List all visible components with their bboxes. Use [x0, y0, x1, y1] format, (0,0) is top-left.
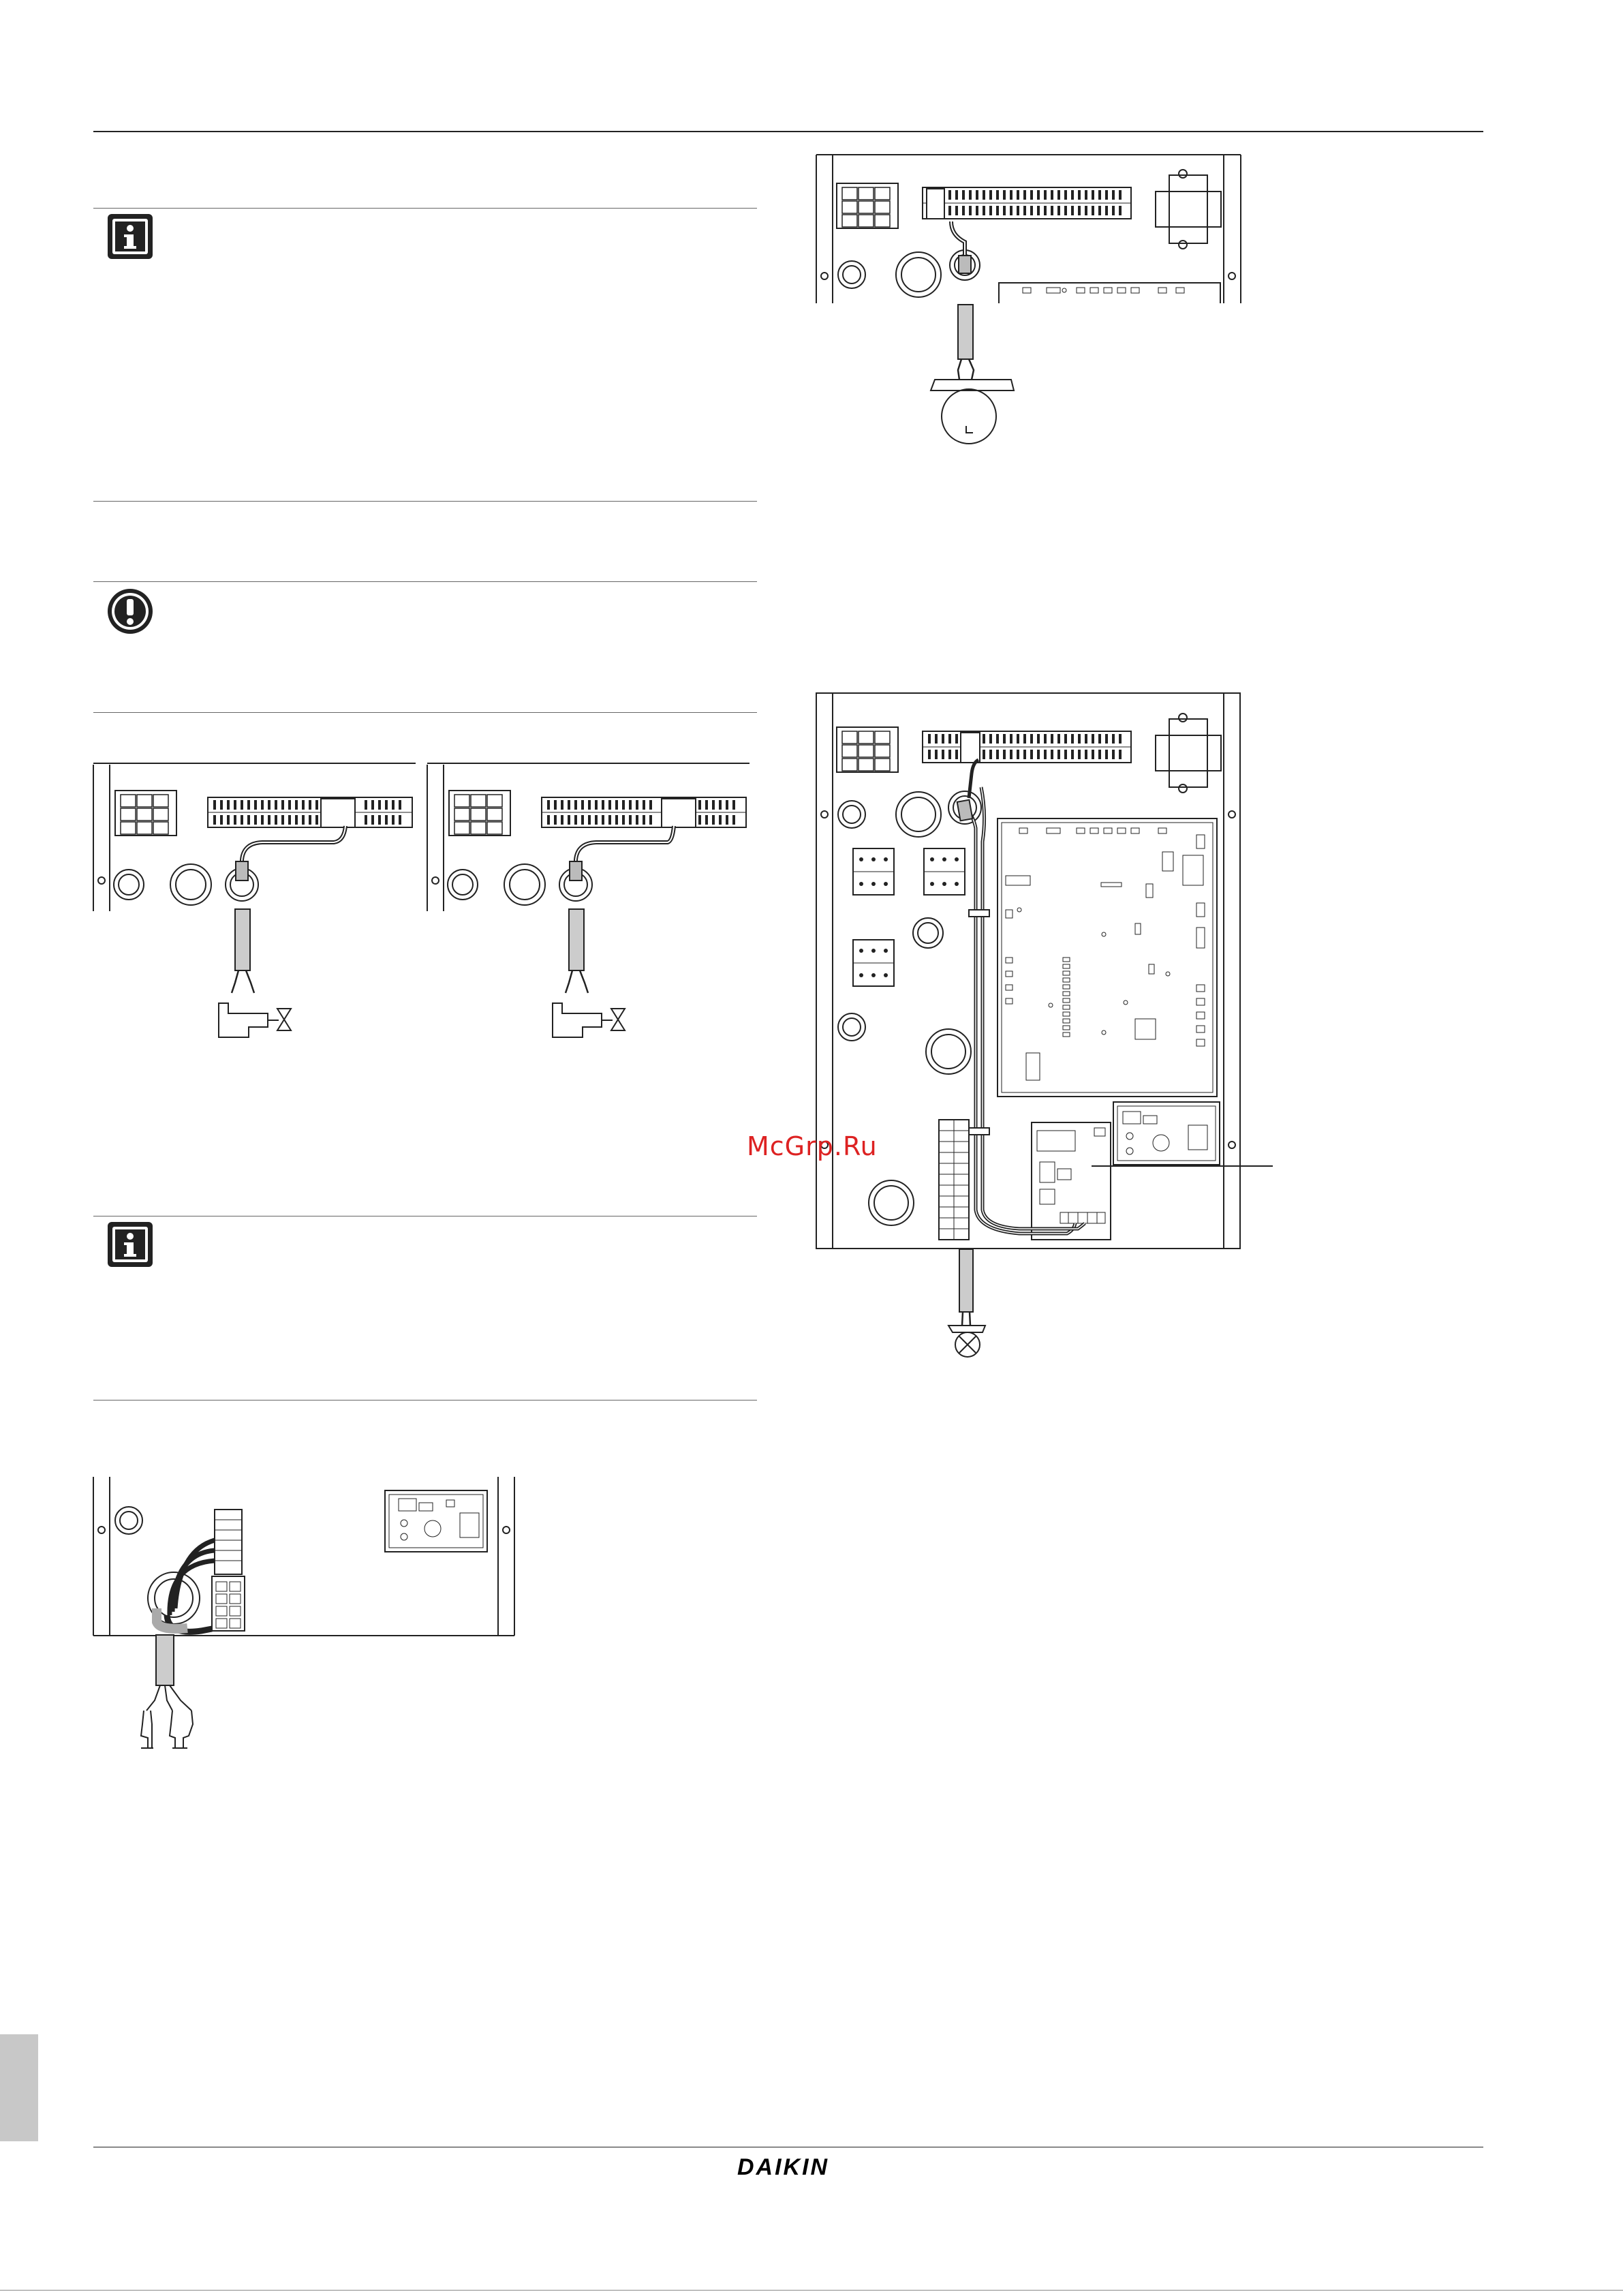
wiring-lamp-diagram [815, 692, 1278, 1366]
watermark: McGrp.Ru [747, 1131, 878, 1161]
bottom-edge-rule [0, 2290, 1623, 2291]
wiring-valve-diagram-left [92, 758, 419, 1044]
brand-logo: DAIKIN [737, 2154, 830, 2180]
wiring-thermostat-diagram [815, 153, 1251, 453]
note-rule-1 [93, 208, 757, 209]
info-icon [106, 213, 154, 260]
info-icon [106, 1221, 154, 1268]
note-rule-3 [93, 581, 757, 582]
wiring-valve-diagram-right [426, 758, 753, 1044]
note-rule-4 [93, 712, 757, 713]
side-tab [0, 2034, 38, 2141]
wiring-terminal-diagram [92, 1475, 521, 1782]
exclamation-icon [106, 587, 154, 635]
header-rule [93, 131, 1483, 132]
note-rule-2 [93, 501, 757, 502]
